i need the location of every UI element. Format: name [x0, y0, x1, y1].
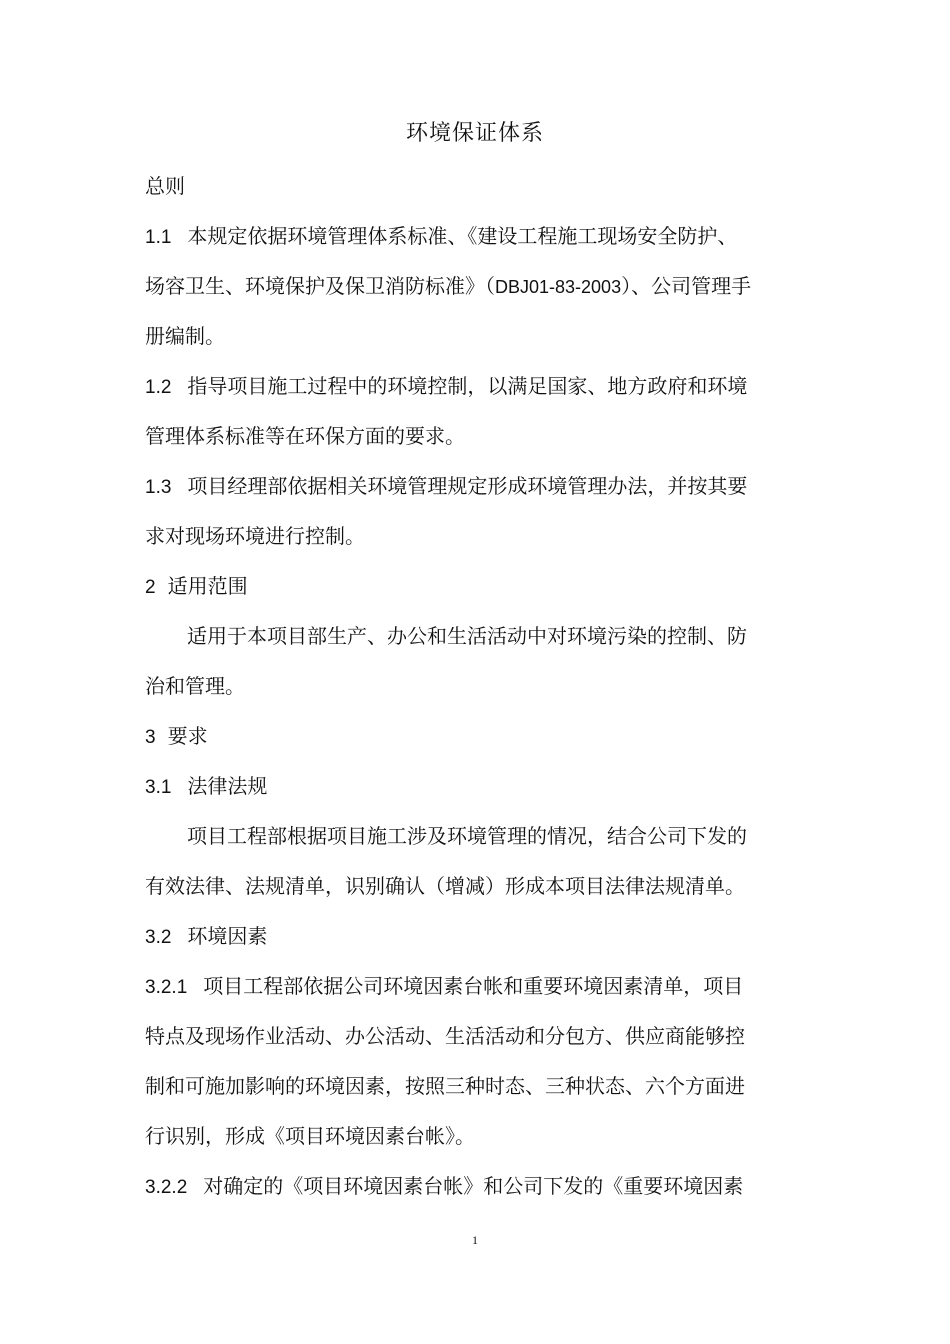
section-3-2-heading — [145, 914, 825, 960]
paragraph-2-line-1: 适用于本项目部生产、办公和生活活动中对环境污染的控制、防 — [187, 624, 747, 648]
section-heading-text: 环境因素 — [187, 924, 268, 948]
section-3-heading — [145, 714, 825, 760]
paragraph-text: 项目工程部依据公司环境因素台帐和重要环境因素清单，项目 — [203, 974, 744, 998]
section-heading-text: 法律法规 — [187, 774, 268, 798]
section-heading-text: 要求 — [167, 724, 208, 748]
paragraph-1-3-line-1 — [145, 464, 825, 510]
paragraph-1-2-line-2: 管理体系标准等在环保方面的要求。 — [145, 424, 465, 448]
paragraph-3-2-1-line-3: 制和可施加影响的环境因素，按照三种时态、三种状态、六个方面进 — [145, 1074, 745, 1098]
paragraph-text: 本规定依据环境管理体系标准、《建设工程施工现场安全防护、 — [187, 224, 738, 248]
section-number: 3 — [145, 727, 156, 748]
section-heading-text: 适用范围 — [167, 574, 248, 598]
section-heading-general: 总则 — [145, 174, 185, 198]
paragraph-1-1-line-3: 册编制。 — [145, 324, 225, 348]
section-number: 3.2 — [145, 927, 172, 948]
paragraph-text: 场容卫生、环境保护及保卫消防标准》（ — [145, 274, 495, 298]
section-number: 1.3 — [145, 477, 172, 498]
paragraph-1-2-line-1 — [145, 364, 825, 410]
section-number: 1.1 — [145, 227, 172, 248]
paragraph-3-2-2-line-1 — [145, 1164, 825, 1210]
paragraph-3-2-1-line-1 — [145, 964, 825, 1010]
paragraph-text: ）、公司管理手 — [621, 274, 752, 298]
paragraph-2-line-2: 治和管理。 — [145, 674, 245, 698]
paragraph-1-1-line-2 — [145, 264, 825, 309]
section-number: 3.2.1 — [145, 977, 188, 998]
section-2-heading — [145, 564, 825, 610]
paragraph-3-2-1-line-2: 特点及现场作业活动、办公活动、生活活动和分包方、供应商能够控 — [145, 1024, 745, 1048]
section-number: 1.2 — [145, 377, 172, 398]
paragraph-text: 指导项目施工过程中的环境控制，以满足国家、地方政府和环境 — [187, 374, 748, 398]
paragraph-1-1-line-1 — [145, 214, 825, 260]
paragraph-text: 项目经理部依据相关环境管理规定形成环境管理办法，并按其要 — [187, 474, 748, 498]
paragraph-3-1-line-1: 项目工程部根据项目施工涉及环境管理的情况，结合公司下发的 — [187, 824, 747, 848]
section-number: 3.2.2 — [145, 1177, 188, 1198]
paragraph-3-1-line-2: 有效法律、法规清单，识别确认（增减）形成本项目法律法规清单。 — [145, 874, 745, 898]
page-number: 1 — [472, 1233, 478, 1247]
section-number: 2 — [145, 577, 156, 598]
paragraph-1-3-line-2: 求对现场环境进行控制。 — [145, 524, 365, 548]
document-title: 环境保证体系 — [405, 121, 544, 146]
section-number: 3.1 — [145, 777, 172, 798]
paragraph-3-2-1-line-4: 行识别，形成《项目环境因素台帐》。 — [145, 1124, 475, 1148]
section-3-1-heading — [145, 764, 825, 810]
standard-code: DBJ01-83-2003 — [495, 277, 622, 297]
paragraph-text: 对确定的《项目环境因素台帐》和公司下发的《重要环境因素 — [203, 1174, 744, 1198]
